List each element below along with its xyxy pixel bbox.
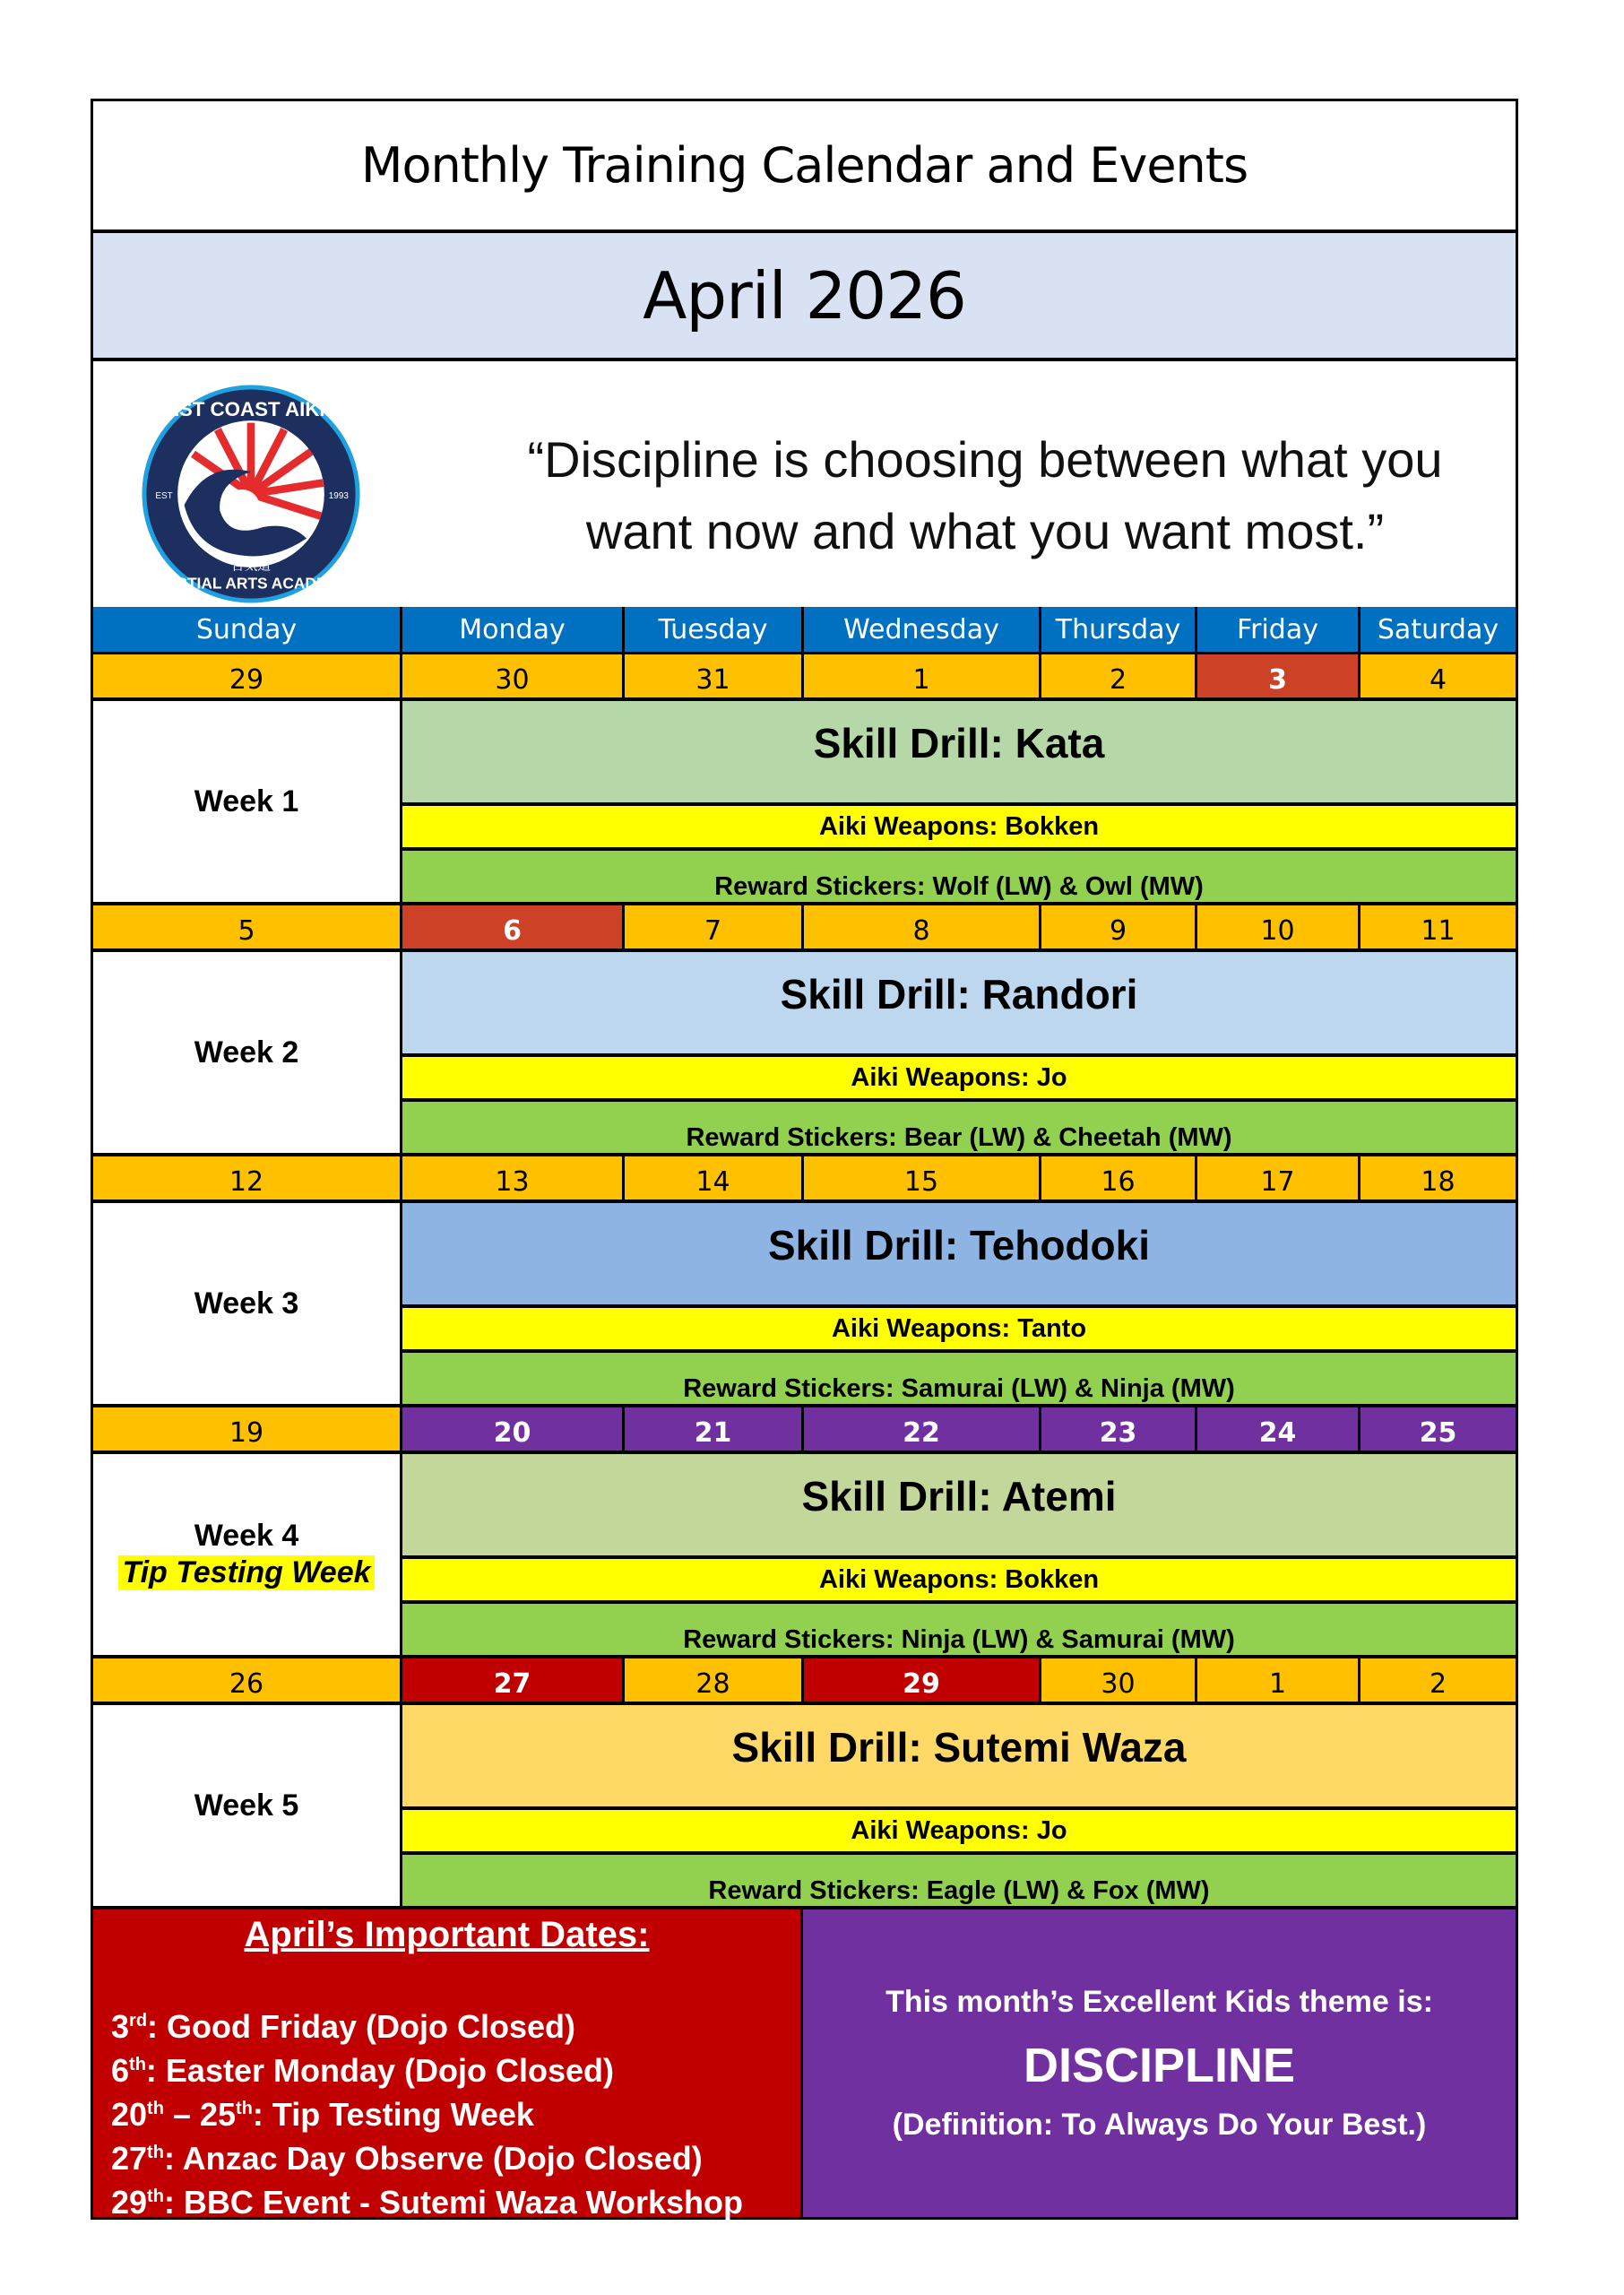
date-cell: 24 <box>1197 1407 1361 1454</box>
date-cell: 20 <box>402 1407 625 1454</box>
date-cell: 12 <box>93 1156 402 1203</box>
day-header-row <box>93 607 1516 654</box>
date-row <box>93 1658 1516 1705</box>
date-cell: 23 <box>1041 1407 1197 1454</box>
reward-stickers: Reward Stickers: Samurai (LW) & Ninja (MW) <box>402 1353 1516 1404</box>
date-cell: 16 <box>1041 1156 1197 1203</box>
date-cell: 30 <box>1041 1658 1197 1705</box>
date-cell: 15 <box>804 1156 1041 1203</box>
important-date-item: 3rd: Good Friday (Dojo Closed) <box>111 2008 576 2045</box>
week-label: Week 4 <box>194 1519 299 1553</box>
week-block <box>93 1705 1516 1910</box>
date-cell: 11 <box>1361 905 1516 952</box>
week-note: Tip Testing Week <box>118 1555 374 1590</box>
reward-stickers: Reward Stickers: Bear (LW) & Cheetah (MW) <box>402 1102 1516 1153</box>
date-cell: 18 <box>1361 1156 1516 1203</box>
svg-text:合気道: 合気道 <box>230 557 272 574</box>
important-date-item: 27th: Anzac Day Observe (Dojo Closed) <box>111 2140 703 2177</box>
day-header-sunday: Sunday <box>93 607 402 654</box>
date-cell: 2 <box>1041 654 1197 701</box>
reward-stickers: Reward Stickers: Wolf (LW) & Owl (MW) <box>402 851 1516 902</box>
aiki-weapons: Aiki Weapons: Bokken <box>402 806 1516 851</box>
date-cell: 31 <box>625 654 804 701</box>
important-dates-panel <box>93 1910 803 2221</box>
date-row <box>93 905 1516 952</box>
calendar-document <box>91 99 1518 2220</box>
day-header-monday: Monday <box>402 607 625 654</box>
svg-text:MARTIAL ARTS ACADEMY: MARTIAL ARTS ACADEMY <box>151 574 350 593</box>
important-date-item: 29th: BBC Event - Sutemi Waza Workshop <box>111 2184 744 2221</box>
week-block <box>93 701 1516 905</box>
theme-word: DISCIPLINE <box>1023 2038 1296 2092</box>
aiki-weapons: Aiki Weapons: Tanto <box>402 1308 1516 1353</box>
date-cell: 9 <box>1041 905 1197 952</box>
week-label: Week 5 <box>194 1788 299 1823</box>
svg-text:WEST COAST AIKIDO: WEST COAST AIKIDO <box>146 398 356 421</box>
aiki-weapons: Aiki Weapons: Jo <box>402 1057 1516 1102</box>
date-cell: 1 <box>804 654 1041 701</box>
banner <box>93 361 1516 607</box>
week-block <box>93 1203 1516 1407</box>
quote: “Discipline is choosing between what you want now and what you want most.” <box>527 431 1443 559</box>
date-cell: 28 <box>625 1658 804 1705</box>
date-cell: 5 <box>93 905 402 952</box>
day-header-wednesday: Wednesday <box>804 607 1041 654</box>
reward-stickers: Reward Stickers: Ninja (LW) & Samurai (MW) <box>402 1604 1516 1655</box>
week-label: Week 2 <box>194 1035 299 1070</box>
week-label-cell <box>93 1203 402 1404</box>
date-cell: 29 <box>804 1658 1041 1705</box>
date-cell: 19 <box>93 1407 402 1454</box>
date-row <box>93 1407 1516 1454</box>
important-dates-list <box>111 2002 782 2221</box>
reward-stickers: Reward Stickers: Eagle (LW) & Fox (MW) <box>402 1855 1516 1906</box>
date-cell: 30 <box>402 654 625 701</box>
week-label-cell <box>93 1705 402 1906</box>
date-cell: 8 <box>804 905 1041 952</box>
important-dates-title: April’s Important Dates: <box>244 1915 650 1954</box>
skill-drill: Skill Drill: Sutemi Waza <box>402 1705 1516 1810</box>
week-body <box>402 1705 1516 1906</box>
date-cell: 17 <box>1197 1156 1361 1203</box>
date-cell: 6 <box>402 905 625 952</box>
aiki-weapons: Aiki Weapons: Jo <box>402 1810 1516 1855</box>
date-cell: 26 <box>93 1658 402 1705</box>
date-cell: 7 <box>625 905 804 952</box>
aiki-weapons: Aiki Weapons: Bokken <box>402 1559 1516 1604</box>
kids-theme-panel <box>803 1910 1516 2217</box>
week-body <box>402 1454 1516 1655</box>
day-header-friday: Friday <box>1197 607 1361 654</box>
week-label-cell <box>93 701 402 902</box>
theme-intro: This month’s Excellent Kids theme is: <box>885 1984 1433 2019</box>
date-row <box>93 1156 1516 1203</box>
theme-definition: (Definition: To Always Do Your Best.) <box>892 2107 1427 2142</box>
week-block <box>93 952 1516 1156</box>
week-body <box>402 1203 1516 1404</box>
date-cell: 4 <box>1361 654 1516 701</box>
document-title: Monthly Training Calendar and Events <box>93 101 1516 233</box>
day-header-thursday: Thursday <box>1041 607 1197 654</box>
date-cell: 27 <box>402 1658 625 1705</box>
academy-logo-icon <box>140 383 362 605</box>
date-cell: 25 <box>1361 1407 1516 1454</box>
week-label: Week 1 <box>194 784 299 818</box>
skill-drill: Skill Drill: Atemi <box>402 1454 1516 1559</box>
date-cell: 2 <box>1361 1658 1516 1705</box>
date-cell: 29 <box>93 654 402 701</box>
date-cell: 1 <box>1197 1658 1361 1705</box>
svg-text:1993: 1993 <box>328 490 349 501</box>
svg-text:EST: EST <box>155 490 173 501</box>
date-cell: 14 <box>625 1156 804 1203</box>
month-title: April 2026 <box>93 233 1516 361</box>
week-label-cell <box>93 952 402 1153</box>
day-header-saturday: Saturday <box>1361 607 1516 654</box>
week-block <box>93 1454 1516 1658</box>
week-body <box>402 701 1516 902</box>
bottom-panels <box>93 1910 1516 2221</box>
skill-drill: Skill Drill: Kata <box>402 701 1516 806</box>
date-cell: 21 <box>625 1407 804 1454</box>
date-cell: 10 <box>1197 905 1361 952</box>
date-row <box>93 654 1516 701</box>
skill-drill: Skill Drill: Tehodoki <box>402 1203 1516 1308</box>
weeks-container <box>93 654 1516 1910</box>
date-cell: 22 <box>804 1407 1041 1454</box>
important-date-item: 20th – 25th: Tip Testing Week <box>111 2096 534 2133</box>
date-cell: 13 <box>402 1156 625 1203</box>
week-body <box>402 952 1516 1153</box>
skill-drill: Skill Drill: Randori <box>402 952 1516 1057</box>
date-cell: 3 <box>1197 654 1361 701</box>
week-label: Week 3 <box>194 1286 299 1321</box>
important-date-item: 6th: Easter Monday (Dojo Closed) <box>111 2052 614 2089</box>
day-header-tuesday: Tuesday <box>625 607 804 654</box>
week-label-cell <box>93 1454 402 1655</box>
